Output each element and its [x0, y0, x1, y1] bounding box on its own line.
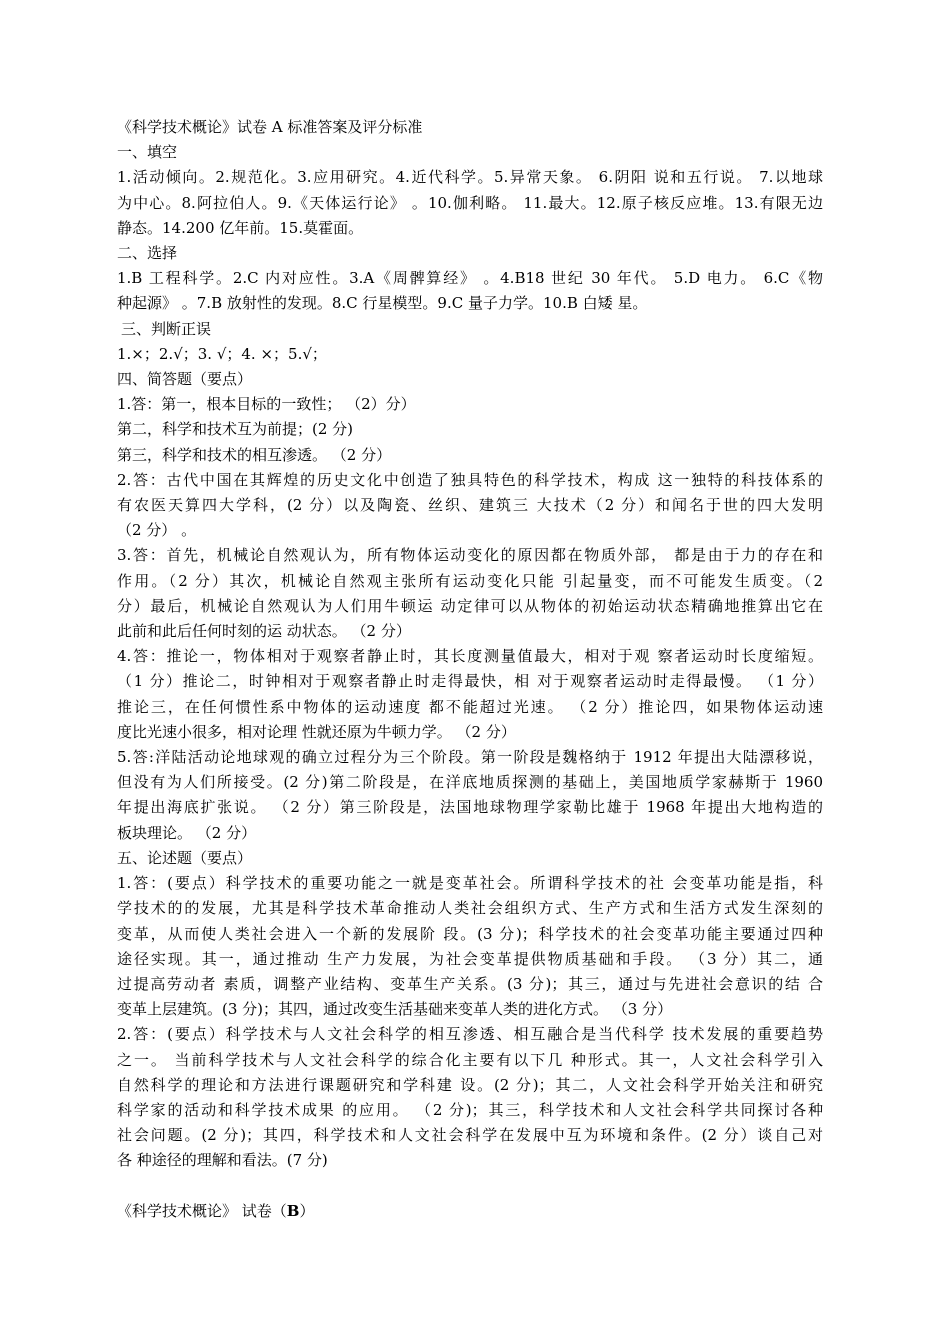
answer-line: 5.答:洋陆活动论地球观的确立过程分为三个阶段。第一阶段是魏格纳于 1912 年提出大陆漂移说，: [117, 748, 823, 767]
answer-line: 1.答：(要点）科学技术的重要功能之一就是变革社会。所谓科学技术的社 会变革功能是指，科: [117, 874, 823, 893]
answer-line: 过提高劳动者 素质，调整产业结构、变革生产关系。(3 分)；其三，通过与先进社会意识的结 合: [117, 974, 823, 993]
answer-line: 推论三，在任何惯性系中物体的运动速度 都不能超过光速。 （2 分）推论四，如果物体运动速: [117, 697, 823, 716]
answer-line: 3.答：首先，机械论自然观认为，所有物体运动变化的原因都在物质外部， 都是由于力的存在和: [117, 546, 823, 565]
answer-line: （1 分）推论二，时钟相对于观察者静止时走得最快，相 对于观察者运动时走得最慢。 （1 分）: [117, 672, 823, 691]
exam-a-title: 《科学技术概论》试卷 A 标准答案及评分标准: [117, 118, 423, 136]
answer-line: 第二，科学和技术互为前提；(2 分): [117, 420, 354, 439]
answer-line: 种起源》 。7.B 放射性的发现。8.C 行星模型。9.C 量子力学。10.B 白矮 星。: [117, 294, 648, 313]
answer-line: 但没有为人们所接受。(2 分)第二阶段是，在洋底地质探测的基础上，美国地质学家赫斯于 1960: [117, 773, 823, 792]
section-heading-choice: 二、选择: [117, 244, 178, 263]
answer-line: 为中心。8.阿拉伯人。9.《天体运行论》 。10.伽利略。 11.最大。12.原子核反应堆。13.有限无边: [117, 193, 823, 212]
answer-line: 第三，科学和技术的相互渗透。 （2 分）: [117, 445, 392, 464]
section-heading-short-answer: 四、简答题（要点）: [117, 370, 253, 389]
answer-line: 分）最后，机械论自然观认为人们用牛顿运 动定律可以从物体的初始运动状态精确地推算出它在: [117, 596, 823, 615]
answer-line: 各 种途径的理解和看法。(7 分): [117, 1151, 328, 1170]
exam-b-title: [117, 1199, 823, 1224]
answer-line: 学技术的的发展，尤其是科学技术革命推动人类社会组织方式、生产方式和生活方式发生深刻的: [117, 899, 823, 918]
answer-line: 自然科学的理论和方法进行课题研究和学科建 设。(2 分)；其二，人文社会科学开始关注和研究: [117, 1075, 823, 1094]
answer-line: 社会问题。(2 分)；其四，科学技术和人文社会科学在发展中互为环境和条件。(2 分）谈自己对: [117, 1126, 823, 1145]
answer-line: 途径实现。其一，通过推动 生产力发展，为社会变革提供物质基础和手段。 （3 分）其二，通: [117, 949, 823, 968]
answer-line: （2 分） 。: [117, 521, 197, 540]
answer-line: 变革，从而使人类社会进入一个新的发展阶 段。(3 分)；科学技术的社会变革功能主要通过四种: [117, 924, 823, 943]
answer-line: 静态。14.200 亿年前。15.莫霍面。: [117, 218, 364, 237]
answer-line: 2.答：(要点）科学技术与人文社会科学的相互渗透、相互融合是当代科学 技术发展的重要趋势: [117, 1025, 823, 1044]
answer-line: 此前和此后任何时刻的运 动状态。 （2 分）: [117, 622, 411, 641]
answer-line: 4.答：推论一，物体相对于观察者静止时，其长度测量值最大，相对于观 察者运动时长度缩短。: [117, 647, 823, 666]
exam-b-title-close: ）: [299, 1201, 315, 1220]
document-page: [117, 115, 823, 1224]
answer-line: 作用。（2 分）其次，机械论自然观主张所有运动变化只能 引起量变，而不可能发生质变。（2: [117, 571, 823, 590]
blank-gap: [117, 1174, 823, 1199]
answer-line: 有农医天算四大学科，(2 分）以及陶瓷、丝织、建筑三 大技术（2 分）和闻名于世的四大发明: [117, 496, 823, 515]
answer-line: 年提出海底扩张说。 （2 分）第三阶段是，法国地球物理学家勒比雄于 1968 年提出大地构造的: [117, 798, 823, 817]
answer-line: 1.答：第一，根本目标的一致性； （2）分）: [117, 395, 416, 414]
answer-line: 变革上层建筑。(3 分)；其四，通过改变生活基础来变革人类的进化方式。 （3 分）: [117, 1000, 673, 1019]
section-heading-fill-blank: 一、填空: [117, 143, 178, 162]
answer-line: 板块理论。 （2 分）: [117, 823, 257, 842]
exam-b-title-text: 《科学技术概论》 试卷（: [117, 1201, 287, 1220]
answer-line: 之一。 当前科学技术与人文社会科学的综合化主要有以下几 种形式。其一，人文社会科学引入: [117, 1050, 823, 1069]
section-heading-essay: 五、论述题（要点）: [117, 848, 253, 867]
answer-line: 度比光速小很多，相对论理 性就还原为牛顿力学。 （2 分）: [117, 722, 516, 741]
answer-line: 科学家的活动和科学技术成果 的应用。 （2 分)；其三，科学技术和人文社会科学共同探讨各种: [117, 1100, 823, 1119]
answer-line: 1.B 工程科学。2.C 内对应性。3.A《周髀算经》 。4.B18 世纪 30 年代。 5.D 电力。 6.C《物: [117, 269, 823, 288]
exam-b-letter: B: [286, 1201, 300, 1220]
answer-line: 1.活动倾向。2.规范化。3.应用研究。4.近代科学。5.异常天象。 6.阴阳 说和五行说。 7.以地球: [117, 168, 823, 187]
answer-line: 2.答：古代中国在其辉煌的历史文化中创造了独具特色的科学技术，构成 这一独特的科技体系的: [117, 470, 823, 489]
answer-line: 1.×；2.√；3. √；4. ×；5.√；: [117, 344, 327, 363]
section-heading-true-false: 三、判断正误: [121, 319, 212, 338]
